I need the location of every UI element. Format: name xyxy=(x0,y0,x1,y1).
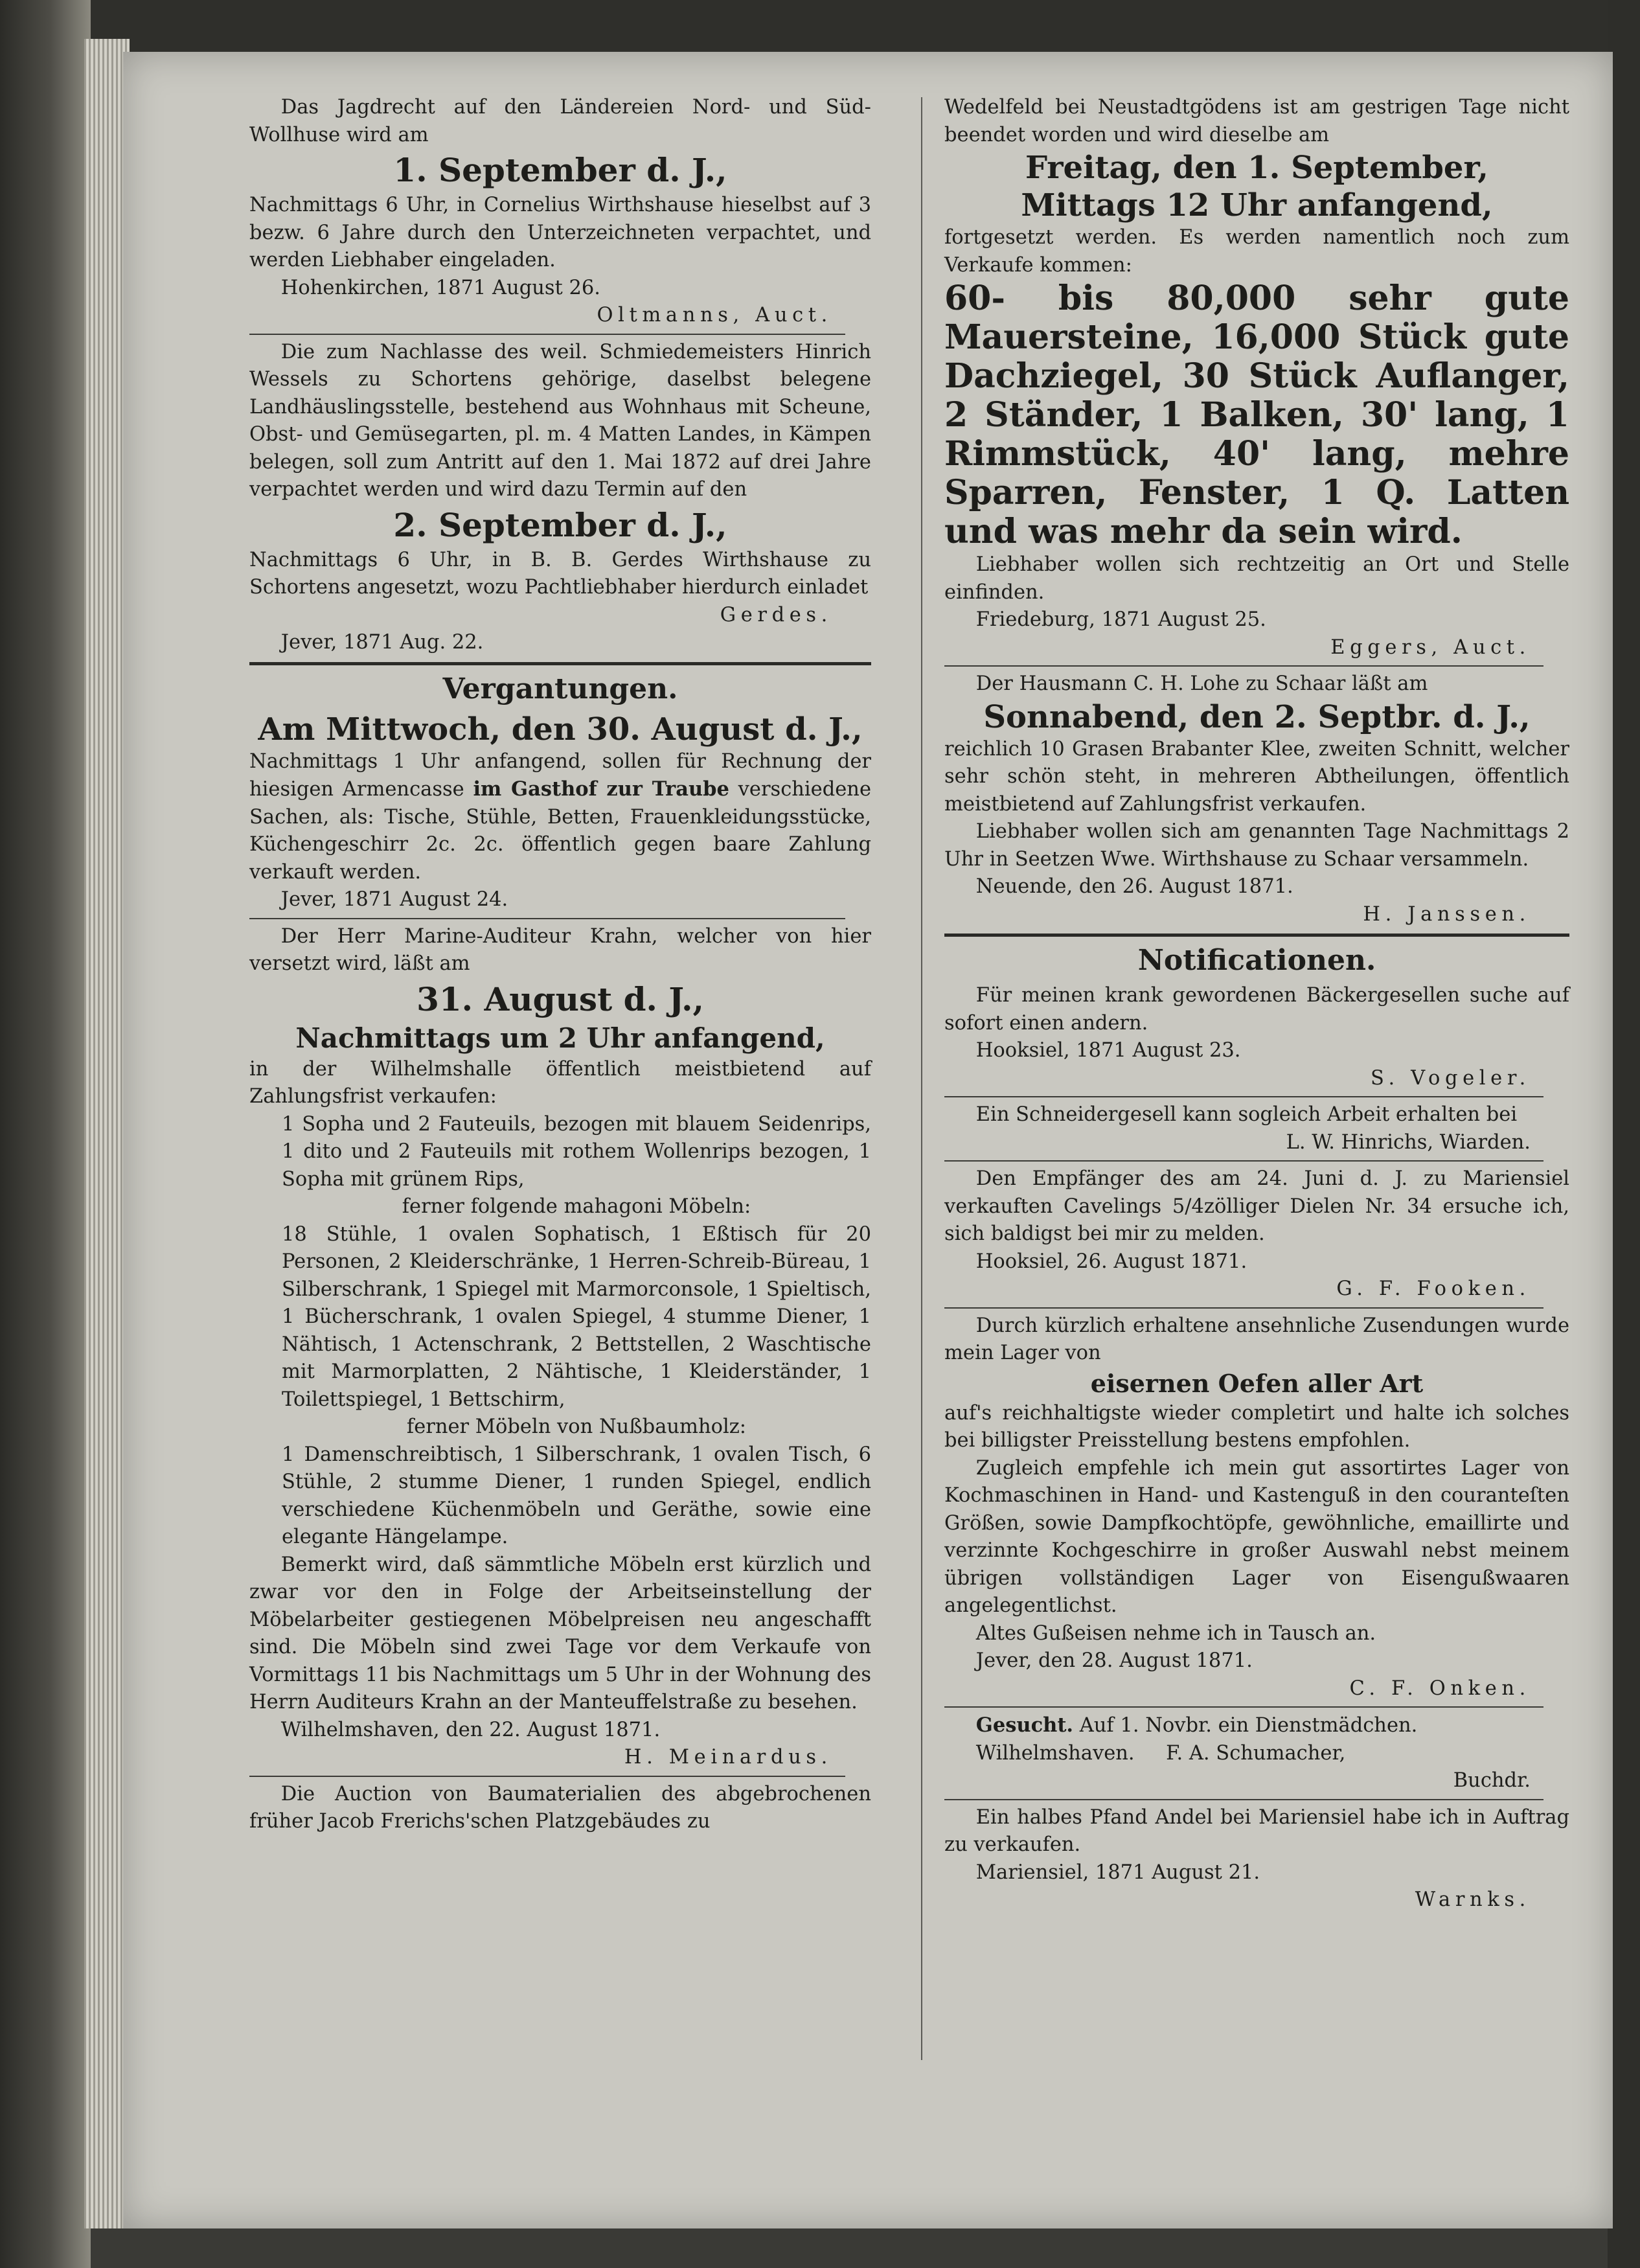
ad-place-date xyxy=(944,1740,1569,1768)
ad-property-lease xyxy=(249,339,871,657)
ad-text-part: Nachmittags 1 Uhr anfangend, sollen für Rechnung der hiesigen Armencasse xyxy=(249,750,871,801)
ad-time: Nachmittags um 2 Uhr anfangend, xyxy=(295,1022,825,1054)
ad-signature: C. F. Onken. xyxy=(1349,1677,1531,1700)
ad-divider xyxy=(944,1160,1543,1162)
ad-divider xyxy=(249,334,845,335)
ad-building-materials-continued xyxy=(944,94,1569,661)
ad-signature: G. F. Fooken. xyxy=(1336,1277,1531,1300)
ad-signature-title: Buchdr. xyxy=(1453,1769,1531,1792)
ad-signature: L. W. Hinrichs, Wiarden. xyxy=(1286,1130,1531,1154)
ad-tailor-wanted xyxy=(944,1101,1569,1156)
ad-text: Für meinen krank gewordenen Bäckergesellen suche auf sofort einen andern. xyxy=(944,984,1569,1035)
ad-place-date: Neuende, den 26. August 1871. xyxy=(975,875,1293,898)
ad-text xyxy=(944,1712,1569,1740)
ad-divider xyxy=(249,918,845,919)
scan-border-left xyxy=(0,0,91,2268)
ad-divider xyxy=(249,1776,845,1777)
ad-date: 1. September d. J., xyxy=(393,151,727,189)
ad-signature: Gerdes. xyxy=(720,603,832,626)
ad-date: 2. September d. J., xyxy=(393,505,727,544)
scan-border-top xyxy=(0,0,1640,55)
section-divider xyxy=(249,662,871,665)
ad-baker-wanted xyxy=(944,982,1569,1092)
ad-text: Der Hausmann C. H. Lohe zu Schaar läßt am xyxy=(975,672,1428,695)
ad-divider xyxy=(944,1799,1543,1800)
ad-text: auf's reichhaltigste wieder completirt und halte ich solches bei billigster Preisstellung bestens empfohlen. xyxy=(944,1401,1569,1452)
ad-place-date: Wilhelmshaven, den 22. August 1871. xyxy=(280,1718,661,1741)
ad-signature: S. Vogeler. xyxy=(1371,1066,1531,1090)
ad-text: Ein halbes Pfand Andel bei Mariensiel habe ich in Auftrag zu verkaufen. xyxy=(944,1805,1569,1856)
right-column xyxy=(944,94,1569,1914)
ad-text: Liebhaber wollen sich am genannten Tage Nachmittags 2 Uhr in Seetzen Wwe. Wirthshause zu Schaar versammeln. xyxy=(944,820,1569,871)
ad-text: Zugleich empfehle ich mein gut assortirtes Lager von Kochmaschinen in Hand- und Kastenguß in den couranteſten Größen, sowie Dampfkochtöpfe, gewöhnliche, emaillirte und verzinnte Kochgeschirre in großer Auswahl nebst meinem übrigen vollständigen Lager von Eisengußwaaren angelegentlichst. xyxy=(944,1456,1569,1617)
ad-divider xyxy=(944,1706,1543,1708)
section-heading: Notificationen. xyxy=(1137,944,1376,977)
ad-text: Wedelfeld bei Neustadtgödens ist am gestrigen Tage nicht beendet worden und wird dieselbe am xyxy=(944,96,1569,146)
ad-maid-wanted xyxy=(944,1712,1569,1795)
list-item: 1 Sopha und 2 Fauteuils, bezogen mit blauem Seidenrips, 1 dito und 2 Fauteuils mit rothem Wollenrips bezogen, 1 Sopha mit grünem Rips, xyxy=(282,1112,871,1191)
ad-place-date: Jever, 1871 Aug. 22. xyxy=(280,631,484,654)
ad-text: Ein Schneidergesell kann sogleich Arbeit erhalten bei xyxy=(975,1103,1518,1126)
ad-goods-list: 60- bis 80,000 sehr gute Mauersteine, 16,000 Stück gute Dachziegel, 30 Stück Auflanger, 2 Ständer, 1 Balken, 30' lang, 1 Rimmstück, 40' lang, mehre Sparren, Fenster, 1 Q. Latten und was mehr da sein wird. xyxy=(944,279,1569,551)
ad-text: Das Jagdrecht auf den Ländereien Nord- und Süd-Wollhuse wird am xyxy=(249,96,871,146)
section-heading: Vergantungen. xyxy=(442,672,678,705)
ad-text: Der Herr Marine-Auditeur Krahn, welcher von hier versetzt wird, läßt am xyxy=(249,924,871,975)
ad-venue: im Gasthof zur Traube xyxy=(473,777,729,801)
ad-text: Liebhaber wollen sich rechtzeitig an Ort und Stelle einfinden. xyxy=(944,553,1569,604)
ad-text: Die Auction von Baumaterialien des abgebrochenen früher Jacob Frerichs'schen Platzgebäudes zu xyxy=(249,1782,871,1833)
ad-text: Nachmittags 6 Uhr, in B. B. Gerdes Wirthshause zu Schortens angesetzt, wozu Pachtliebhaber hierdurch einladet xyxy=(249,548,871,599)
ad-furniture-auction xyxy=(249,923,871,1772)
ad-text: Die zum Nachlasse des weil. Schmiedemeisters Hinrich Wessels zu Schortens gehörige, daselbst belegene Landhäuslingsstelle, bestehend aus Wohnhaus mit Scheune, Obst- und Gemüsegarten, pl. m. 4 Matten Landes, in Kämpen belegen, soll zum Antritt auf den 1. Mai 1872 auf drei Jahre verpachtet werden und wird dazu Termin auf den xyxy=(249,340,871,501)
ad-divider xyxy=(944,1307,1543,1309)
ad-clover-sale xyxy=(944,670,1569,928)
ad-headline: eisernen Oefen aller Art xyxy=(1090,1368,1424,1398)
ad-planks-buyer xyxy=(944,1165,1569,1303)
ad-place-date: Hohenkirchen, 1871 August 26. xyxy=(280,276,600,299)
list-item: 18 Stühle, 1 ovalen Sophatisch, 1 Eßtisch für 20 Personen, 2 Kleiderschränke, 1 Herren-Schreib-Büreau, 1 Silberschrank, 1 Spiegel mit Marmorconsole, 1 Spieltisch, 1 Bücherschrank, 1 ovalen Spiegel, 4 stumme Diener, 1 Nähtisch, 1 Actenschrank, 2 Bettstellen, 2 Waschtische mit Marmorplatten, 2 Nähtische, 1 Kleiderständer, 1 Toilettspiegel, 1 Bettschirm, xyxy=(282,1222,871,1411)
ad-place-date: Hooksiel, 1871 August 23. xyxy=(975,1039,1241,1062)
ad-date: Sonnabend, den 2. Septbr. d. J., xyxy=(983,698,1531,735)
ad-signature: H. Meinardus. xyxy=(624,1746,832,1769)
ad-text: fortgesetzt werden. Es werden namentlich noch zum Verkaufe kommen: xyxy=(944,226,1569,277)
ad-text-part: verschiedene Sachen, als: Tische, Stühle, Betten, Frauenkleidungsstücke, Küchengeschirr 2c. 2c. öffentlich gegen baare Zahlung verkauft werden. xyxy=(249,778,871,884)
ad-time: Mittags 12 Uhr anfangend, xyxy=(1021,187,1493,223)
list-subheading: ferner folgende mahagoni Möbeln: xyxy=(402,1195,751,1218)
ad-text: Bemerkt wird, daß sämmtliche Möbeln erst kürzlich und zwar vor den in Folge der Arbeitseinstellung der Möbelarbeiter gestiegenen Möbelpreisen neu angeschafft sind. Die Möbeln sind zwei Tage vor dem Verkaufe von Vormittags 11 bis Nachmittags um 5 Uhr in der Wohnung des Herrn Auditeurs Krahn an der Manteuffelstraße zu besehen. xyxy=(249,1553,871,1713)
ad-signature: Oltmanns, Auct. xyxy=(597,304,832,326)
left-column xyxy=(249,94,871,1836)
ad-headline: Am Mittwoch, den 30. August d. J., xyxy=(258,711,863,748)
ad-iron-stoves xyxy=(944,1312,1569,1703)
section-divider xyxy=(944,934,1569,937)
column-divider xyxy=(921,97,922,2060)
ad-place-date: Jever, 1871 August 24. xyxy=(280,888,508,911)
ad-signature: F. A. Schumacher, xyxy=(1166,1741,1346,1765)
ad-divider xyxy=(944,1096,1543,1097)
ad-divider xyxy=(944,665,1543,667)
ad-signature: Eggers, Auct. xyxy=(1330,636,1531,659)
ad-building-materials xyxy=(249,1781,871,1836)
ad-text: in der Wilhelmshalle öffentlich meistbietend auf Zahlungsfrist verkaufen: xyxy=(249,1057,871,1108)
ad-text: Nachmittags 6 Uhr, in Cornelius Wirthshause hieselbst auf 3 bezw. 6 Jahre durch den Unterzeichneten verpachtet, und werden Liebhaber eingeladen. xyxy=(249,194,871,271)
ad-text: Den Empfänger des am 24. Juni d. J. zu Mariensiel verkauften Cavelings 5/4zölliger Dielen Nr. 34 ersuche ich, sich baldigst bei mir zu melden. xyxy=(944,1167,1569,1245)
ad-andel-sale xyxy=(944,1804,1569,1914)
ad-text: Durch kürzlich erhaltene ansehnliche Zusendungen wurde mein Lager von xyxy=(944,1314,1569,1364)
ad-date: 31. August d. J., xyxy=(416,979,704,1018)
ad-poor-fund-auction xyxy=(249,711,871,914)
ad-signature: Warnks. xyxy=(1415,1888,1531,1911)
ad-text xyxy=(249,748,871,887)
list-subheading: ferner Möbeln von Nußbaumholz: xyxy=(406,1415,747,1438)
ad-date: Freitag, den 1. September, xyxy=(1025,150,1488,186)
ad-text: Altes Gußeisen nehme ich in Tausch an. xyxy=(975,1621,1376,1645)
ad-label: Gesucht. xyxy=(975,1713,1074,1737)
ad-place-date: Mariensiel, 1871 August 21. xyxy=(975,1861,1260,1884)
ad-text-part: Auf 1. Novbr. ein Dienstmädchen. xyxy=(1079,1714,1418,1737)
ad-place-date: Friedeburg, 1871 August 25. xyxy=(975,608,1266,631)
ad-signature: H. Janssen. xyxy=(1363,902,1531,926)
ad-text: reichlich 10 Grasen Brabanter Klee, zweiten Schnitt, welcher sehr schön steht, in mehreren Abtheilungen, öffentlich meistbietend auf Zahlungsfrist verkaufen. xyxy=(944,737,1569,816)
ad-place-date: Hooksiel, 26. August 1871. xyxy=(975,1250,1247,1273)
list-item: 1 Damenschreibtisch, 1 Silberschrank, 1 ovalen Tisch, 6 Stühle, 2 stumme Diener, 1 runden Spiegel, endlich verschiedene Küchenmöbeln und Geräthe, sowie eine elegante Hängelampe. xyxy=(282,1443,871,1548)
ad-hunting-lease xyxy=(249,94,871,330)
ad-place-date: Jever, den 28. August 1871. xyxy=(975,1649,1253,1672)
ad-place: Wilhelmshaven. xyxy=(975,1741,1135,1765)
item-list xyxy=(249,1111,871,1552)
